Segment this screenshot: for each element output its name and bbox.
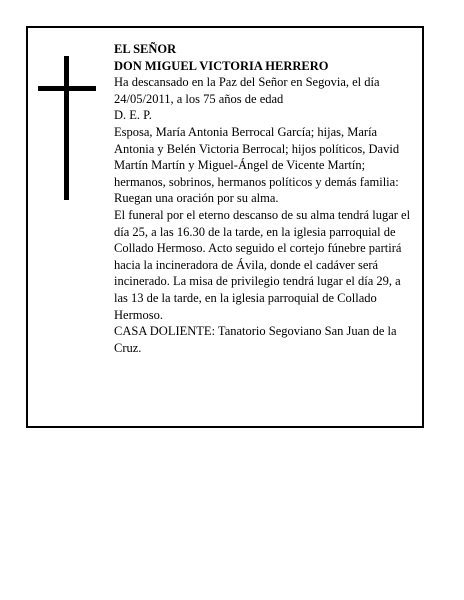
- cross-icon: [38, 56, 98, 200]
- notice-body: [114, 41, 416, 356]
- mourning-house: CASA DOLIENTE: Tanatorio Segoviano San Juan de la Cruz.: [114, 324, 397, 355]
- obituary-notice: [26, 26, 424, 428]
- funeral-details: El funeral por el eterno descanso de su alma tendrá lugar el día 25, a las 16.30 de la tarde, en la iglesia parroquial de Collado Hermoso. Acto seguido el cortejo fúnebre partirá hacia la incineradora de Ávila, donde el cadáver será incinerado. La misa de privilegio tendrá lugar el día 29, a las 13 de la tarde, en la iglesia parroquial de Collado Hermoso.: [114, 207, 411, 322]
- prayer-request: Ruegan una oración por su alma.: [114, 191, 279, 206]
- cross-vertical-bar: [64, 56, 69, 200]
- deceased-name: DON MIGUEL VICTORIA HERRERO: [114, 58, 329, 73]
- rest-statement: Ha descansado en la Paz del Señor en Segovia, el día 24/05/2011, a los 75 años de edad: [114, 75, 380, 106]
- family-list: Esposa, María Antonia Berrocal García; hijas, María Antonia y Belén Victoria Berrocal; hijos políticos, David Martín Martín y Miguel-Ángel de Vicente Martín; hermanos, sobrinos, hermanos políticos y demás familia:: [114, 124, 400, 189]
- heading-title: EL SEÑOR: [114, 42, 177, 56]
- cross-horizontal-bar: [38, 86, 96, 91]
- dep-abbreviation: D. E. P.: [114, 108, 152, 123]
